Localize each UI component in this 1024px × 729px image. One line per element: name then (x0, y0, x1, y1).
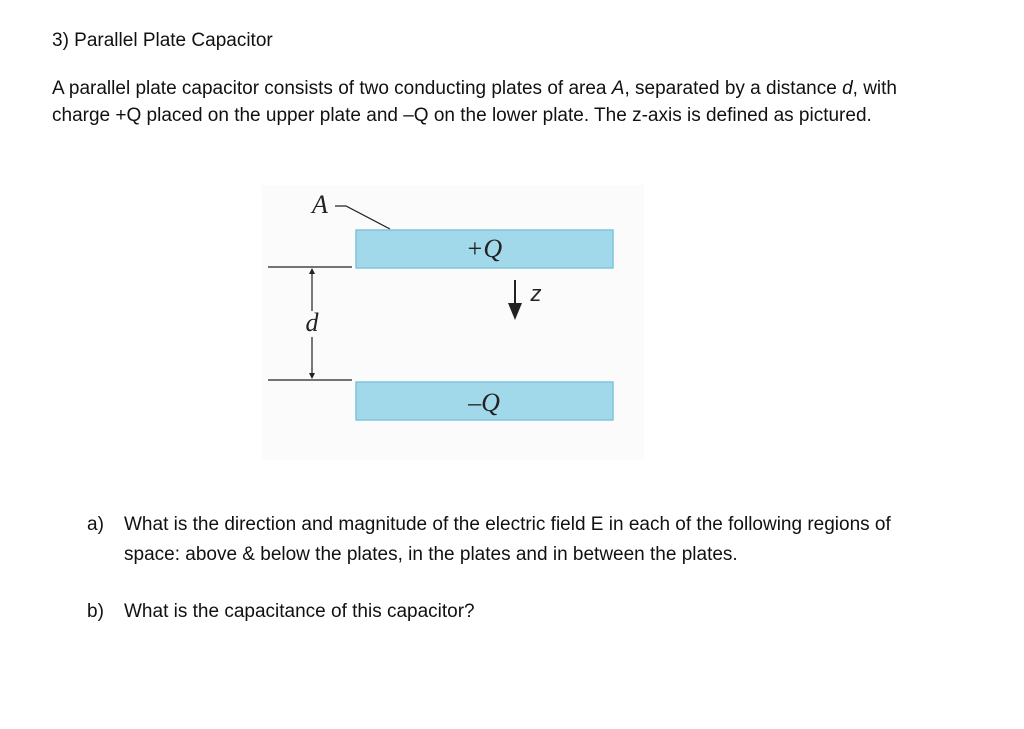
question-marker: b) (87, 601, 104, 622)
z-axis-label: z (530, 281, 542, 306)
distance-label: d (305, 308, 319, 337)
problem-intro (52, 75, 982, 129)
capacitor-figure (262, 185, 644, 460)
problem-title: 3) Parallel Plate Capacitor (52, 30, 273, 51)
area-symbol: A (611, 78, 625, 99)
question-line: What is the direction and magnitude of the electric field E in each of the following regions of (124, 514, 891, 535)
upper-charge-label: +Q (465, 234, 503, 263)
question-line: space: above & below the plates, in the plates and in between the plates. (124, 544, 738, 565)
capacitor-diagram (262, 185, 644, 460)
intro-line-2: charge +Q placed on the upper plate and –Q on the lower plate. The z-axis is defined as pictured. (52, 105, 872, 126)
intro-text: A parallel plate capacitor consists of two conducting plates of area (52, 78, 612, 99)
question-body (124, 510, 984, 570)
intro-line-1 (52, 75, 982, 102)
area-label: A (312, 190, 328, 219)
lower-charge-label: –Q (468, 388, 500, 417)
question-marker: a) (87, 514, 104, 535)
question-body (124, 597, 984, 627)
distance-symbol: d (842, 78, 853, 99)
question-line: What is the capacitance of this capacitor? (124, 601, 475, 622)
intro-text: , with (852, 78, 897, 99)
intro-text: , separated by a distance (624, 78, 843, 99)
